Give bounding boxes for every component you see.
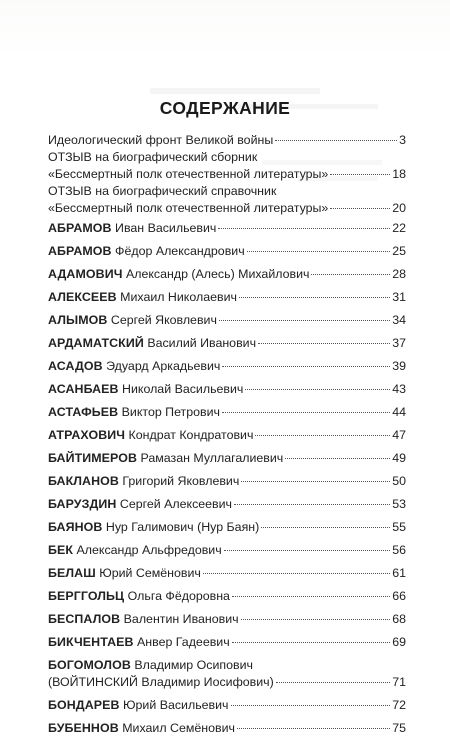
entry-title: Идеологический фронт Великой войны — [48, 133, 274, 147]
author-surname: АБРАМОВ — [48, 221, 112, 235]
author-surname: БАЙТИМЕРОВ — [48, 451, 138, 465]
author-alias: (ВОЙТИНСКИЙ Владимир Иосифович) — [48, 675, 274, 689]
page-number: 66 — [392, 589, 406, 603]
page-number: 43 — [392, 382, 406, 396]
author-name: Николай Васильевич — [122, 382, 244, 396]
author-name: Фёдор Александрович — [115, 244, 245, 258]
author-surname: БОНДАРЕВ — [48, 698, 120, 712]
entry-title-line1: ОТЗЫВ на биографический справочник — [48, 184, 277, 198]
dot-leader — [285, 458, 390, 459]
author-surname: БЕК — [48, 543, 74, 557]
page-number: 18 — [392, 167, 406, 181]
toc-entry-author[interactable] — [48, 220, 406, 237]
author-surname: БИКЧЕНТАЕВ — [48, 635, 134, 649]
toc-entry-author[interactable] — [48, 697, 406, 714]
author-name: Александр Альфредович — [76, 543, 222, 557]
page-number: 61 — [392, 566, 406, 580]
dot-leader — [247, 251, 391, 252]
dot-leader — [232, 596, 390, 597]
dot-leader — [241, 619, 391, 620]
page-number: 39 — [392, 359, 406, 373]
author-surname: АСТАФЬЕВ — [48, 405, 119, 419]
toc-entry-author[interactable] — [48, 588, 406, 605]
toc-entry-author[interactable] — [48, 542, 406, 559]
dot-leader — [232, 642, 391, 643]
dot-leader — [219, 320, 390, 321]
dot-leader — [237, 728, 390, 729]
dot-leader — [222, 412, 390, 413]
author-name: Юрий Семёнович — [99, 566, 201, 580]
author-surname: БЕРГГОЛЬЦ — [48, 589, 125, 603]
dot-leader — [218, 228, 390, 229]
author-surname: АБРАМОВ — [48, 244, 112, 258]
author-name: Михаил Николаевич — [120, 290, 237, 304]
toc-entry-author[interactable] — [48, 519, 406, 536]
author-name: Иван Васильевич — [115, 221, 217, 235]
toc-entry-author[interactable] — [48, 720, 406, 737]
author-surname: БЕСПАЛОВ — [48, 612, 121, 626]
author-surname: БАРУЗДИН — [48, 497, 117, 511]
author-surname: АЛЫМОВ — [48, 313, 108, 327]
table-of-contents — [48, 132, 406, 737]
author-name: Анвер Гадеевич — [137, 635, 230, 649]
page-number: 22 — [392, 221, 406, 235]
toc-entry-author[interactable] — [48, 496, 406, 513]
toc-entry-intro-3[interactable] — [48, 183, 406, 217]
author-name: Василий Иванович — [147, 336, 257, 350]
author-surname: БУБЕННОВ — [48, 721, 119, 735]
dot-leader — [224, 550, 391, 551]
page-number: 34 — [392, 313, 406, 327]
contents-heading: СОДЕРЖАНИЕ — [159, 98, 291, 118]
page-number: 28 — [392, 267, 406, 281]
page-number: 68 — [392, 612, 406, 626]
author-surname: АРДАМАТСКИЙ — [48, 336, 144, 350]
page-number: 55 — [392, 520, 406, 534]
author-surname: АЛЕКСЕЕВ — [48, 290, 117, 304]
toc-entry-author[interactable] — [48, 266, 406, 283]
toc-entry-author[interactable] — [48, 312, 406, 329]
dot-leader — [261, 527, 390, 528]
author-name: Валентин Иванович — [123, 612, 239, 626]
author-surname: АСАДОВ — [48, 359, 103, 373]
page-number: 56 — [392, 543, 406, 557]
page-number: 50 — [392, 474, 406, 488]
author-surname: БАКЛАНОВ — [48, 474, 119, 488]
author-surname: АТРАХОВИЧ — [48, 428, 126, 442]
author-name: Сергей Яковлевич — [110, 313, 217, 327]
dot-leader — [234, 504, 390, 505]
page-number: 75 — [392, 721, 406, 735]
dot-leader — [330, 174, 390, 175]
dot-leader — [255, 435, 390, 436]
page-number: 3 — [399, 133, 406, 147]
author-name: Рамазан Муллагалиевич — [140, 451, 284, 465]
toc-entry-author[interactable] — [48, 404, 406, 421]
entry-title-line2: «Бессмертный полк отечественной литературы» — [48, 167, 329, 181]
page-number: 37 — [392, 336, 406, 350]
author-name: Михаил Семёнович — [122, 721, 235, 735]
toc-entry-intro-1[interactable] — [48, 132, 406, 149]
author-name: Нур Галимович (Нур Баян) — [105, 520, 260, 534]
author-surname: БОГОМОЛОВ — [48, 658, 131, 672]
toc-entry-intro-2[interactable] — [48, 149, 406, 183]
author-surname: БЕЛАШ — [48, 566, 96, 580]
dot-leader — [239, 297, 390, 298]
author-name: Ольга Фёдоровна — [127, 589, 230, 603]
page-number: 49 — [392, 451, 406, 465]
toc-entry-author[interactable] — [48, 450, 406, 467]
toc-entry-author[interactable] — [48, 565, 406, 582]
author-name: Юрий Васильевич — [123, 698, 229, 712]
page-number: 72 — [392, 698, 406, 712]
toc-entry-author[interactable] — [48, 611, 406, 628]
toc-entry-author[interactable] — [48, 289, 406, 306]
author-name: Виктор Петрович — [121, 405, 220, 419]
author-name: Кондрат Кондратович — [128, 428, 254, 442]
dot-leader — [330, 208, 390, 209]
toc-entry-author[interactable] — [48, 473, 406, 490]
author-name: Эдуард Аркадьевич — [106, 359, 221, 373]
page-number: 71 — [392, 675, 406, 689]
toc-entry-author[interactable] — [48, 381, 406, 398]
dot-leader — [222, 366, 390, 367]
page-number: 53 — [392, 497, 406, 511]
author-name: Сергей Алексеевич — [119, 497, 233, 511]
dot-leader — [258, 343, 390, 344]
toc-entry-author[interactable] — [48, 358, 406, 375]
author-name: Александр (Алесь) Михайлович — [125, 267, 310, 281]
page-number: 69 — [392, 635, 406, 649]
page-number: 25 — [392, 244, 406, 258]
page-number: 44 — [392, 405, 406, 419]
dot-leader — [275, 140, 397, 141]
author-name: Григорий Яковлевич — [122, 474, 240, 488]
entry-title-line1: ОТЗЫВ на биографический сборник — [48, 150, 258, 164]
author-surname: БАЯНОВ — [48, 520, 103, 534]
dot-leader — [241, 481, 390, 482]
entry-title-line2: «Бессмертный полк отечественной литературы» — [48, 201, 329, 215]
toc-entry-author[interactable] — [48, 335, 406, 352]
dot-leader — [203, 573, 390, 574]
toc-entry-author[interactable] — [48, 427, 406, 444]
dot-leader — [231, 705, 391, 706]
toc-entry-author[interactable] — [48, 243, 406, 260]
page-number: 31 — [392, 290, 406, 304]
page-number: 20 — [392, 201, 406, 215]
dot-leader — [311, 274, 390, 275]
toc-entry-author[interactable] — [48, 657, 406, 691]
page-number: 47 — [392, 428, 406, 442]
dot-leader — [276, 682, 390, 683]
author-surname: АСАНБАЕВ — [48, 382, 119, 396]
toc-entry-author[interactable] — [48, 634, 406, 651]
author-name: Владимир Осипович — [134, 658, 253, 672]
dot-leader — [245, 389, 390, 390]
author-surname: АДАМОВИЧ — [48, 267, 123, 281]
